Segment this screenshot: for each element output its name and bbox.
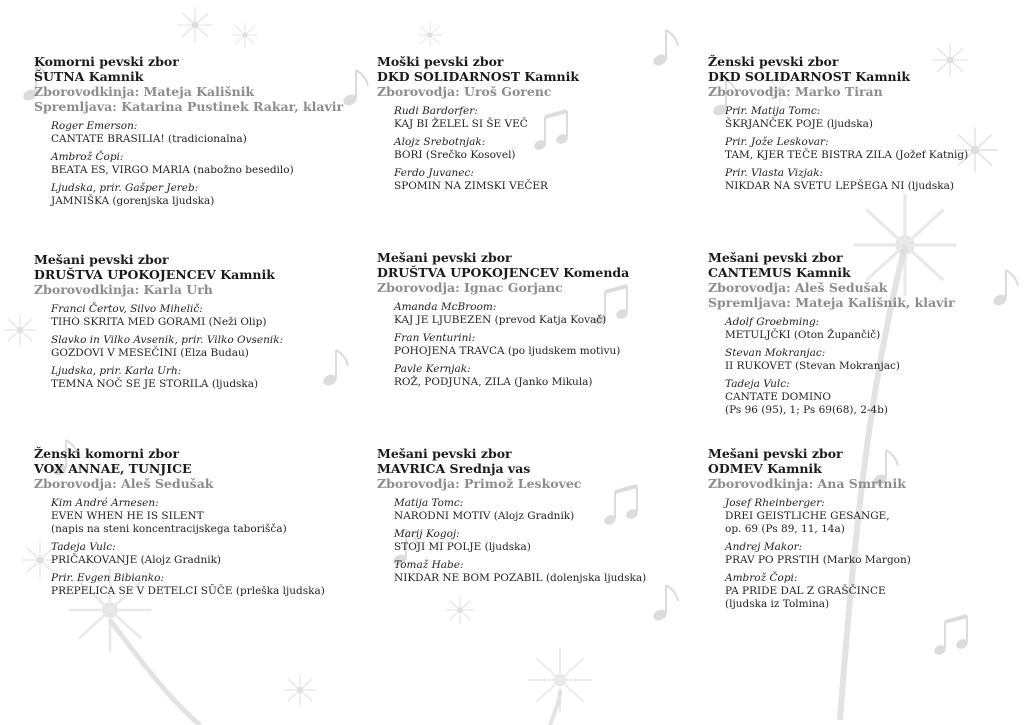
piece-composer: Prir. Evgen Bibianko: — [51, 572, 165, 584]
dandelion-icon — [446, 596, 592, 725]
piece-title: ŠKRJANČEK POJE (ljudska) — [725, 118, 873, 130]
piece-list — [51, 303, 354, 391]
choir-block — [708, 54, 1024, 198]
piece-item — [51, 365, 354, 391]
piece-list — [51, 120, 354, 208]
piece-title: CANTATE BRASILIA! (tradicionalna) — [51, 133, 247, 145]
choir-name: ODMEV Kamnik — [708, 461, 822, 476]
piece-title: II RUKOVET (Stevan Mokranjac) — [725, 360, 900, 372]
piece-title: NIKDAR NE BOM POZABIL (dolenjska ljudska) — [394, 572, 647, 584]
piece-list — [725, 497, 1024, 611]
piece-item — [394, 167, 697, 193]
choir-role: Zborovodja: Primož Leskovec — [377, 476, 582, 491]
piece-title: EVEN WHEN HE IS SILENT (napis na steni koncentracijskega taborišča) — [51, 510, 287, 535]
piece-composer: Josef Rheinberger: — [725, 497, 825, 509]
piece-title: NARODNI MOTIV (Alojz Gradnik) — [394, 510, 575, 522]
choir-type: Moški pevski zbor — [377, 54, 504, 69]
choir-role: Zborovodja: Uroš Gorenc — [377, 84, 552, 99]
piece-composer: Alojz Srebotnjak: — [394, 136, 486, 148]
choir-role: Zborovodja: Aleš Sedušak — [34, 476, 214, 491]
piece-item — [51, 541, 354, 567]
piece-composer: Adolf Groebming: — [725, 316, 820, 328]
choir-role: Zborovodkinja: Mateja Kališnik — [34, 84, 255, 99]
piece-item — [725, 572, 1024, 611]
piece-item — [725, 167, 1024, 193]
piece-item — [51, 497, 354, 536]
piece-composer: Ambrož Čopi: — [51, 151, 124, 163]
choir-name: VOX ANNAE, TUNJICE — [34, 461, 192, 476]
choir-block — [377, 250, 697, 394]
choir-block — [377, 54, 697, 198]
piece-item — [725, 541, 1024, 567]
piece-title: NIKDAR NA SVETU LEPŠEGA NI (ljudska) — [725, 180, 955, 192]
piece-item — [725, 105, 1024, 131]
choir-type: Mešani pevski zbor — [34, 252, 169, 267]
piece-title: TEMNA NOČ SE JE STORILA (ljudska) — [51, 378, 259, 390]
piece-item — [725, 347, 1024, 373]
dandelion-icon — [177, 7, 442, 47]
piece-title: DREI GEISTLICHE GESANGE, op. 69 (Ps 89, 11, 14a) — [725, 510, 890, 535]
choir-name: DRUŠTVA UPOKOJENCEV Kamnik — [34, 267, 275, 282]
choir-name: CANTEMUS Kamnik — [708, 265, 851, 280]
piece-composer: Slavko in Vilko Avsenik, prir. Vilko Ovsenik: — [51, 334, 284, 346]
piece-item — [394, 332, 697, 358]
piece-title: METULJČKI (Oton Župančič) — [725, 329, 881, 341]
piece-composer: Ljudska, prir. Gašper Jereb: — [51, 182, 199, 194]
piece-item — [394, 301, 697, 327]
piece-composer: Kim André Arnesen: — [51, 497, 159, 509]
piece-title: BEATA ES, VIRGO MARIA (nabožno besedilo) — [51, 164, 294, 176]
piece-composer: Tadeja Vulc: — [725, 378, 790, 390]
piece-composer: Franci Čertov, Silvo Mihelič: — [51, 303, 203, 315]
piece-item — [51, 334, 354, 360]
piece-title: GOZDOVI V MESEČINI (Elza Budau) — [51, 347, 249, 359]
piece-item — [394, 105, 697, 131]
choir-type: Ženski pevski zbor — [708, 54, 839, 69]
piece-title: POHOJENA TRAVCA (po ljudskem motivu) — [394, 345, 621, 357]
piece-item — [725, 316, 1024, 342]
choir-type: Mešani pevski zbor — [708, 446, 843, 461]
choir-role: Zborovodkinja: Karla Urh — [34, 282, 213, 297]
piece-item — [51, 120, 354, 146]
piece-item — [51, 182, 354, 208]
choir-block — [708, 446, 1024, 616]
piece-list — [394, 497, 697, 585]
choir-block — [377, 446, 697, 590]
piece-composer: Prir. Jože Leskovar: — [725, 136, 829, 148]
piece-item — [394, 136, 697, 162]
piece-title: KAJ BI ŽELEL SI ŠE VEČ — [394, 118, 528, 130]
piece-list — [394, 105, 697, 193]
piece-list — [725, 316, 1024, 417]
choir-block — [34, 54, 354, 213]
choir-type: Ženski komorni zbor — [34, 446, 180, 461]
choir-name: DRUŠTVA UPOKOJENCEV Komenda — [377, 265, 630, 280]
choir-block — [34, 252, 354, 396]
piece-item — [394, 559, 697, 585]
piece-title: PREPELICA SE V DETELCI SŪČE (prleška ljudska) — [51, 585, 325, 597]
choir-name: DKD SOLIDARNOST Kamnik — [708, 69, 911, 84]
choir-role: Zborovodja: Marko Tiran — [708, 84, 883, 99]
piece-composer: Matija Tomc: — [394, 497, 464, 509]
choir-name: ŠUTNA Kamnik — [34, 69, 144, 84]
choir-type: Mešani pevski zbor — [377, 446, 512, 461]
piece-title: ROŽ, PODJUNA, ZILA (Janko Mikula) — [394, 376, 593, 388]
piece-title: BORI (Srečko Kosovel) — [394, 149, 516, 161]
piece-composer: Rudi Bardorfer: — [394, 105, 478, 117]
piece-item — [394, 363, 697, 389]
piece-composer: Ferdo Juvanec: — [394, 167, 474, 179]
piece-list — [51, 497, 354, 598]
choir-block — [708, 250, 1024, 422]
piece-composer: Ljudska, prir. Karla Urh: — [51, 365, 182, 377]
piece-item — [725, 136, 1024, 162]
piece-item — [51, 151, 354, 177]
choir-name: MAVRICA Srednja vas — [377, 461, 531, 476]
piece-composer: Prir. Vlasta Vizjak: — [725, 167, 824, 179]
piece-composer: Amanda McBroom: — [394, 301, 497, 313]
piece-item — [725, 497, 1024, 536]
choir-type: Mešani pevski zbor — [377, 250, 512, 265]
choir-type: Komorni pevski zbor — [34, 54, 179, 69]
piece-composer: Tadeja Vulc: — [51, 541, 116, 553]
piece-title: CANTATE DOMINO (Ps 96 (95), 1; Ps 69(68), 2-4b) — [725, 391, 888, 416]
piece-item — [394, 497, 697, 523]
choir-type: Mešani pevski zbor — [708, 250, 843, 265]
piece-item — [725, 378, 1024, 417]
piece-composer: Fran Venturini: — [394, 332, 476, 344]
piece-title: SPOMIN NA ZIMSKI VEČER — [394, 180, 548, 192]
piece-list — [394, 301, 697, 389]
piece-title: PRIČAKOVANJE (Alojz Gradnik) — [51, 554, 222, 566]
piece-list — [725, 105, 1024, 193]
choir-role: Zborovodja: Aleš Sedušak — [708, 280, 888, 295]
choir-block — [34, 446, 354, 603]
piece-composer: Ambrož Čopi: — [725, 572, 798, 584]
choir-name: DKD SOLIDARNOST Kamnik — [377, 69, 580, 84]
piece-title: PA PRIDE DAL Z GRAŠČINCE (ljudska iz Tolmina) — [725, 585, 886, 610]
piece-composer: Marij Kogoj: — [394, 528, 460, 540]
piece-composer: Roger Emerson: — [51, 120, 138, 132]
choir-role: Zborovodkinja: Ana Smrtnik — [708, 476, 906, 491]
piece-title: KAJ JE LJUBEZEN (prevod Katja Kovač) — [394, 314, 607, 326]
piece-title: STOJI MI POLJE (ljudska) — [394, 541, 531, 553]
piece-composer: Stevan Mokranjac: — [725, 347, 826, 359]
piece-title: TAM, KJER TEČE BISTRA ZILA (Jožef Katnig) — [725, 149, 969, 161]
choir-role: Zborovodja: Ignac Gorjanc — [377, 280, 563, 295]
piece-composer: Pavle Kernjak: — [394, 363, 471, 375]
piece-item — [51, 572, 354, 598]
piece-item — [394, 528, 697, 554]
piece-title: PRAV PO PRSTIH (Marko Margon) — [725, 554, 911, 566]
piece-composer: Prir. Matija Tomc: — [725, 105, 821, 117]
piece-title: TIHO SKRITA MED GORAMI (Neži Olip) — [51, 316, 267, 328]
choir-role: Spremljava: Mateja Kališnik, klavir — [708, 295, 955, 310]
piece-composer: Tomaž Habe: — [394, 559, 464, 571]
piece-item — [51, 303, 354, 329]
piece-composer: Andrej Makor: — [725, 541, 803, 553]
choir-role: Spremljava: Katarina Pustinek Rakar, klavir — [34, 99, 344, 114]
piece-title: JAMNIŠKA (gorenjska ljudska) — [51, 195, 215, 207]
